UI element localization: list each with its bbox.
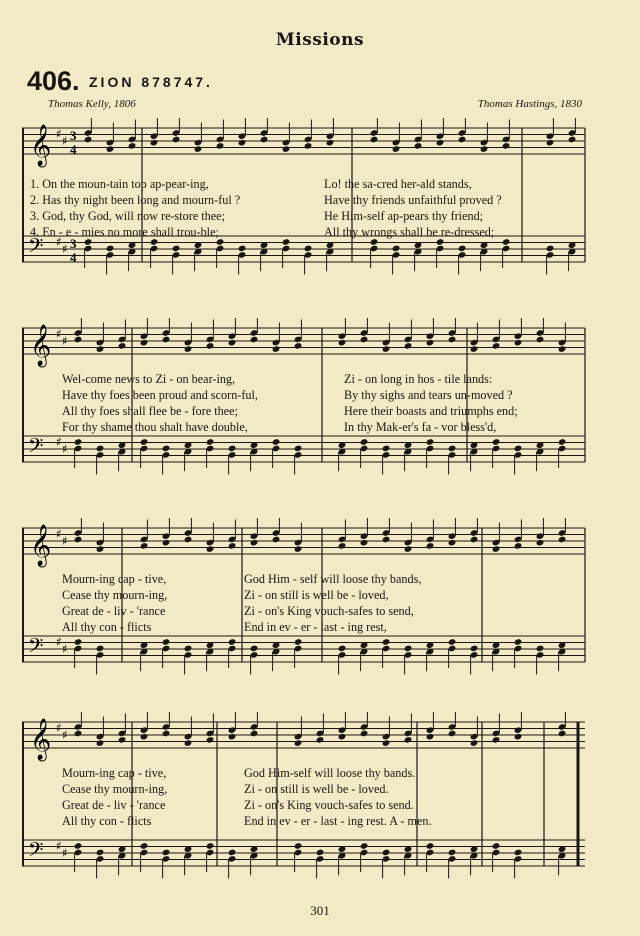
note-head (370, 136, 379, 144)
page-number: 301 (310, 903, 330, 918)
note-head (162, 539, 171, 547)
note-head (458, 136, 467, 144)
lyric-phrase-second: Zi - on long in hos - tile lands: (344, 372, 493, 386)
note-head (404, 545, 413, 553)
lyric-phrase-second: Zi - on's King vouch-safes to send, (244, 604, 414, 618)
time-signature-top: 3 (70, 236, 77, 251)
bass-clef-icon: 𝄢 (28, 838, 44, 866)
note-head (426, 438, 435, 446)
lyric-phrase-first: Have thy foes been proud and scorn-ful, (62, 388, 258, 402)
note-head (448, 336, 457, 344)
note-head (436, 139, 445, 147)
note-head (106, 145, 115, 153)
music-system-1 (22, 118, 588, 290)
treble-clef-icon: 𝄞 (30, 719, 52, 760)
note-head (426, 339, 435, 347)
lyric-phrase-second: Zi - on still is well be - loved, (244, 588, 389, 602)
lyric-phrase-first: Wel-come news to Zi - on bear-ing, (62, 372, 236, 386)
note-head (140, 733, 149, 741)
sharp-icon: ♯ (62, 134, 68, 148)
verse-lyrics (22, 176, 588, 240)
verse-line (22, 619, 588, 635)
verse-line (22, 571, 588, 587)
note-head (492, 545, 501, 553)
lyric-phrase-first: 3. God, thy God, will now re-store thee; (30, 209, 225, 223)
sharp-icon: ♯ (56, 435, 62, 449)
note-head (228, 733, 237, 741)
note-head (392, 145, 401, 153)
note-head (84, 136, 93, 144)
note-head (140, 339, 149, 347)
note-head (162, 730, 171, 738)
note-head (228, 849, 237, 857)
note-head (96, 849, 105, 857)
note-head (74, 438, 83, 446)
section-header: Missions (275, 30, 365, 50)
sharp-icon: ♯ (56, 839, 62, 853)
bass-staff (22, 840, 585, 866)
verse-line (22, 813, 588, 829)
author-credit: Thomas Kelly, 1806 (48, 98, 136, 110)
sharp-icon: ♯ (62, 334, 68, 348)
note-head (360, 730, 369, 738)
note-head (228, 445, 237, 453)
lyric-phrase-second: Zi - on still is well be - loved. (244, 782, 389, 796)
verse-lyrics (22, 371, 588, 435)
note-head (294, 545, 303, 553)
lyric-phrase-first: 2. Has thy night been long and mourn-ful ? (30, 193, 241, 207)
note-head (448, 445, 457, 453)
treble-staff (22, 722, 585, 748)
note-head (272, 345, 281, 353)
note-head (140, 542, 149, 550)
note-head (546, 139, 555, 147)
sharp-icon: ♯ (62, 642, 68, 656)
note-head (492, 736, 501, 744)
note-head (250, 336, 259, 344)
sharp-icon: ♯ (56, 235, 62, 249)
note-head (448, 730, 457, 738)
bass-clef-icon: 𝄢 (28, 434, 44, 462)
note-head (216, 142, 225, 150)
note-head (492, 842, 501, 850)
sharp-icon: ♯ (56, 327, 62, 341)
sharp-icon: ♯ (62, 242, 68, 256)
note-head (96, 739, 105, 747)
note-head (382, 345, 391, 353)
note-head (172, 136, 181, 144)
treble-clef-icon: 𝄞 (30, 325, 52, 366)
note-head (404, 736, 413, 744)
note-head (162, 638, 171, 646)
note-head (238, 139, 247, 147)
note-head (492, 438, 501, 446)
note-head (316, 849, 325, 857)
note-head (338, 542, 347, 550)
note-head (480, 145, 489, 153)
verse-line (22, 419, 588, 435)
note-head (382, 445, 391, 453)
note-head (514, 339, 523, 347)
note-head (514, 849, 523, 857)
note-head (536, 539, 545, 547)
lyric-phrase-first: Mourn-ing cap - tive, (62, 766, 167, 780)
note-head (184, 536, 193, 544)
lyric-phrase-first: Cease thy mourn-ing, (62, 588, 168, 602)
note-head (74, 638, 83, 646)
note-head (96, 445, 105, 453)
note-head (546, 245, 555, 253)
note-head (128, 142, 137, 150)
note-head (140, 438, 149, 446)
note-head (294, 342, 303, 350)
lyric-phrase-second: Zi - on's King vouch-safes to send. (244, 798, 414, 812)
lyric-phrase-first: 1. On the moun-tain top ap-pear-ing, (30, 177, 209, 191)
verse-line (22, 208, 588, 224)
note-head (150, 139, 159, 147)
treble-staff (22, 328, 585, 354)
time-signature-bottom: 4 (70, 250, 77, 265)
note-head (448, 638, 457, 646)
treble-clef-icon: 𝄞 (30, 525, 52, 566)
verse-line (22, 387, 588, 403)
lyric-phrase-second: Have thy friends unfaithful proved ? (324, 193, 502, 207)
note-head (272, 438, 281, 446)
verse-line (22, 587, 588, 603)
note-head (558, 438, 567, 446)
lyric-phrase-first: 4. En - e - mies no more shall trou-ble; (30, 225, 219, 239)
treble-clef-icon: 𝄞 (30, 125, 52, 166)
lyric-phrase-first: All thy con - flicts (62, 814, 152, 828)
verse-line (22, 765, 588, 781)
note-head (492, 342, 501, 350)
note-head (360, 438, 369, 446)
composer-credit: Thomas Hastings, 1830 (477, 98, 582, 110)
note-head (304, 142, 313, 150)
note-head (184, 645, 193, 653)
verse-line (22, 371, 588, 387)
verse-line (22, 176, 588, 192)
note-head (74, 536, 83, 544)
note-head (536, 336, 545, 344)
note-head (184, 739, 193, 747)
verse-line (22, 224, 588, 240)
note-head (272, 536, 281, 544)
sharp-icon: ♯ (56, 721, 62, 735)
sharp-icon: ♯ (62, 442, 68, 456)
note-head (448, 849, 457, 857)
music-system-2 (22, 318, 588, 490)
note-head (74, 842, 83, 850)
note-head (162, 445, 171, 453)
lyric-phrase-first: For thy shame thou shalt have double, (62, 420, 248, 434)
note-head (360, 842, 369, 850)
note-head (502, 142, 511, 150)
lyric-phrase-first: Great de - liv - 'rance (62, 604, 166, 618)
verse-lyrics (22, 765, 588, 829)
note-head (294, 842, 303, 850)
note-head (294, 445, 303, 453)
treble-staff (22, 528, 585, 554)
note-head (106, 245, 115, 253)
bass-clef-icon: 𝄢 (28, 234, 44, 262)
note-head (228, 339, 237, 347)
note-head (536, 645, 545, 653)
bass-clef-icon: 𝄢 (28, 634, 44, 662)
sharp-icon: ♯ (56, 635, 62, 649)
tune-name: ZION 878747. (89, 74, 213, 90)
note-head (558, 536, 567, 544)
note-head (96, 645, 105, 653)
bass-staff (22, 436, 585, 462)
note-head (448, 539, 457, 547)
note-head (316, 736, 325, 744)
note-head (392, 245, 401, 253)
note-head (404, 645, 413, 653)
lyric-phrase-second: God Him - self will loose thy bands, (244, 572, 422, 586)
note-head (514, 445, 523, 453)
note-head (426, 542, 435, 550)
sharp-icon: ♯ (56, 127, 62, 141)
note-head (206, 438, 215, 446)
lyric-phrase-second: In thy Mak-er's fa - vor bless'd, (344, 420, 497, 434)
sharp-icon: ♯ (62, 846, 68, 860)
lyric-phrase-first: Mourn-ing cap - tive, (62, 572, 167, 586)
note-head (194, 145, 203, 153)
note-head (304, 245, 313, 253)
note-head (206, 842, 215, 850)
lyric-phrase-second: God Him-self will loose thy bands. (244, 766, 416, 780)
note-head (140, 842, 149, 850)
note-head (382, 849, 391, 857)
note-head (238, 245, 247, 253)
note-head (558, 730, 567, 738)
note-head (514, 733, 523, 741)
note-head (228, 542, 237, 550)
note-head (382, 536, 391, 544)
note-head (282, 145, 291, 153)
music-system-3 (22, 518, 588, 690)
note-head (426, 842, 435, 850)
note-head (470, 645, 479, 653)
verse-line (22, 797, 588, 813)
note-head (326, 139, 335, 147)
treble-staff (22, 128, 585, 154)
hymn-number: 406. (27, 66, 80, 96)
note-head (96, 345, 105, 353)
verse-line (22, 603, 588, 619)
verse-line (22, 192, 588, 208)
time-signature-bottom: 4 (70, 142, 77, 157)
note-head (382, 638, 391, 646)
note-head (250, 645, 259, 653)
note-head (470, 739, 479, 747)
lyric-phrase-second: Lo! the sa-cred her-ald stands, (324, 177, 472, 191)
note-head (206, 342, 215, 350)
note-head (558, 345, 567, 353)
note-head (206, 545, 215, 553)
sharp-icon: ♯ (62, 728, 68, 742)
bass-staff (22, 636, 585, 662)
note-head (360, 539, 369, 547)
lyric-phrase-first: All thy con - flicts (62, 620, 152, 634)
note-head (338, 339, 347, 347)
note-head (74, 730, 83, 738)
note-head (294, 638, 303, 646)
note-head (470, 536, 479, 544)
note-head (172, 245, 181, 253)
verse-line (22, 403, 588, 419)
lyric-phrase-second: Here their boasts and triumphs end; (344, 404, 518, 418)
lyric-phrase-first: Cease thy mourn-ing, (62, 782, 168, 796)
lyric-phrase-second: End in ev - er - last - ing rest, (244, 620, 387, 634)
lyric-phrase-first: Great de - liv - 'rance (62, 798, 166, 812)
note-head (228, 638, 237, 646)
note-head (162, 849, 171, 857)
note-head (458, 245, 467, 253)
verse-lyrics (22, 571, 588, 635)
note-head (426, 733, 435, 741)
note-head (294, 739, 303, 747)
note-head (184, 345, 193, 353)
lyric-phrase-first: All thy foes shall flee be - fore thee; (62, 404, 238, 418)
note-head (404, 342, 413, 350)
note-head (74, 336, 83, 344)
note-head (162, 336, 171, 344)
note-head (118, 736, 127, 744)
note-head (338, 645, 347, 653)
time-signature-top: 3 (70, 128, 77, 143)
music-system-4 (22, 712, 588, 894)
note-head (568, 136, 577, 144)
note-head (250, 730, 259, 738)
note-head (360, 336, 369, 344)
note-head (118, 342, 127, 350)
verse-line (22, 781, 588, 797)
note-head (470, 345, 479, 353)
note-head (260, 136, 269, 144)
lyric-phrase-second: He Him-self ap-pears thy friend; (324, 209, 484, 223)
note-head (514, 638, 523, 646)
sharp-icon: ♯ (62, 534, 68, 548)
note-head (414, 142, 423, 150)
lyric-phrase-second: End in ev - er - last - ing rest. A - men. (244, 814, 432, 828)
note-head (514, 542, 523, 550)
note-head (250, 539, 259, 547)
note-head (382, 739, 391, 747)
note-head (338, 733, 347, 741)
sharp-icon: ♯ (56, 527, 62, 541)
note-head (206, 736, 215, 744)
lyric-phrase-second: All thy wrongs shall be re-dressed; (324, 225, 495, 239)
note-head (96, 545, 105, 553)
lyric-phrase-second: By thy sighs and tears un-moved ? (344, 388, 513, 402)
